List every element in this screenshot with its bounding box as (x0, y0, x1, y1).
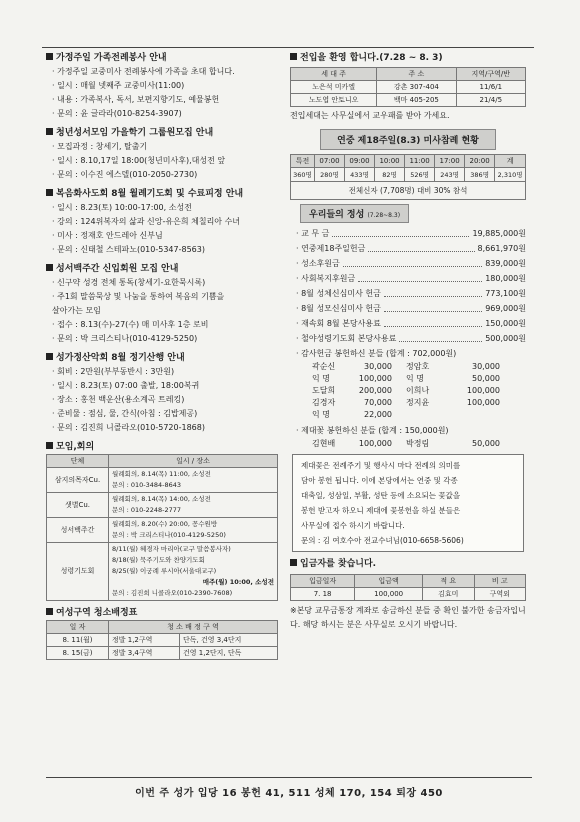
list-item: · 8월 성체신심미사 헌금 773,100원 (290, 286, 526, 301)
section-heading: 성가정산악회 8월 정기산행 안내 (46, 352, 278, 365)
flower-heading: · 제대꽃 봉헌하신 분들 (합계 : 150,000원) (296, 426, 449, 435)
offering-banner: 우리들의 정성 (7.28~8.3) (300, 204, 409, 223)
text-line: · 문의 : 김진희 니콜라오(010-5720-1868) (52, 423, 205, 432)
right-column (290, 52, 526, 638)
attendance-banner: 연중 제18주일(8.3) 미사참례 현황 (320, 129, 496, 150)
text-line: · 장소 : 홍천 백운산(용소계곡 트레킹) (52, 395, 185, 404)
table-header: 17:00 (435, 155, 465, 168)
list-item: · 성소후원금 839,000원 (290, 256, 526, 271)
section-heading: 여성구역 청소배정표 (46, 607, 278, 620)
section-heading: 입금자를 찾습니다. (290, 558, 526, 571)
table-header: 11:00 (405, 155, 435, 168)
table-row: 노도엽 안토니오 백마 405-205 21/4/5 (291, 94, 526, 107)
text-line: · 문의 : 이수진 에스델(010-2050-2730) (52, 170, 198, 179)
new-members-section (290, 52, 526, 123)
top-divider (42, 47, 534, 48)
cleaning-table (46, 620, 278, 660)
attendance-table (290, 154, 526, 200)
text-line: · 일시 : 8.10,17일 18:00(청년미사후),대성전 앞 (52, 156, 226, 165)
text-line: · 미사 : 정재호 안드레아 신부님 (52, 231, 163, 240)
family-liturgy-section (46, 52, 278, 121)
table-header: 지역/구역/반 (456, 68, 525, 81)
deposit-table (290, 574, 526, 601)
text-line: · 회비 : 2만원(부부동반시 : 3만원) (52, 367, 175, 376)
table-header: 07:00 (314, 155, 344, 168)
text-line: · 주1회 말씀묵상 및 나눔을 통하여 복음의 기쁨을 (52, 292, 225, 301)
table-header: 일시 / 장소 (109, 455, 278, 468)
table-row: 샛별Cu. 월례회의, 8.14(목) 14:00, 소성전 문의 : 010-2248-2777 (47, 493, 278, 518)
left-column (46, 52, 278, 666)
text-line: · 모집과정 : 창세기, 탈출기 (52, 142, 148, 151)
meetings-table (46, 454, 278, 601)
text-line: · 문의 : 박 크리스티나(010-4129-5250) (52, 334, 198, 343)
text-line: · 준비물 : 점심, 물, 간식(아침 : 김밥제공) (52, 409, 198, 418)
table-row: 성서백주간 월례회의, 8.20(수) 20:00, 꽁수원방 문의 : 박 크리스티나(010-4129-5250) (47, 518, 278, 543)
square-bullet-icon (46, 128, 53, 135)
table-header: 적 요 (423, 575, 474, 588)
thanks-heading: · 감사헌금 봉헌하신 분들 (합계 : 702,000원) (296, 349, 457, 358)
text-line: · 가정주일 교중미사 전례봉사에 가족을 초대 합니다. (52, 67, 235, 76)
table-header: 세 대 주 (291, 68, 377, 81)
table-row: 7. 18 100,000 김효미 구역외 (291, 588, 526, 601)
text-line: · 내용 : 가족복사, 독서, 보편지향기도, 예물봉헌 (52, 95, 220, 104)
table-header: 비 고 (474, 575, 526, 588)
new-members-table (290, 67, 526, 107)
section-heading: 가정주일 가족전례봉사 안내 (46, 52, 278, 65)
text-line: · 신구약 성경 전체 통독(창세기-요한묵시록) (52, 278, 206, 287)
list-item: · 재속회 8월 본당사용료 150,000원 (290, 316, 526, 331)
square-bullet-icon (46, 353, 53, 360)
table-row: 360명 280명 433명 82명 526명 243명 386명 2,310명 (291, 168, 526, 182)
youth-bible-section (46, 127, 278, 182)
text-line: 전입세대는 사무실에서 교우패를 받아 가세요. (290, 111, 450, 120)
square-bullet-icon (46, 189, 53, 196)
offering-list (290, 226, 526, 346)
table-row: 노은석 미카엘 강촌 307-404 11/6/1 (291, 81, 526, 94)
list-item: · 교 무 금 19,885,000원 (290, 226, 526, 241)
section-heading: 복음화사도회 8월 월례기도회 및 수료피정 안내 (46, 188, 278, 201)
bible-100-weeks-section (46, 263, 278, 346)
deposit-note: ※본당 교무금통장 계좌로 송금하신 분들 중 확인 불가한 송금자입니다. 해당 하시는 분은 사무실로 오시기 바랍니다. (290, 606, 526, 629)
hiking-club-section (46, 352, 278, 435)
square-bullet-icon (46, 442, 53, 449)
hymn-footer: 이번 주 성가 입당 16 봉헌 41, 511 성체 170, 154 퇴장 450 (46, 777, 532, 799)
table-row: 8. 11(월) 정발 1,2구역 단독, 건영 3,4단지 (47, 634, 278, 647)
square-bullet-icon (46, 53, 53, 60)
square-bullet-icon (46, 608, 53, 615)
thanks-donors: 곽순신 30,000 정암호 30,000 익 명 100,000 익 명 50,000 도달희 200,000 이희나 100,000 김경자 70,000 정지윤 100,000 익 명 22,000 (312, 362, 500, 419)
table-header: 입금일자 (291, 575, 355, 588)
table-header: 09:00 (344, 155, 374, 168)
flower-donors: 김현배 100,000 박정림 50,000 (312, 439, 500, 448)
table-row: 8. 15(금) 정발 3,4구역 건영 1,2단지, 단독 (47, 647, 278, 660)
text-line: · 일시 : 8.23(토) 07:00 출발, 18:00복귀 (52, 381, 200, 390)
table-header: 특전 (291, 155, 315, 168)
table-row: 전체신자 (7,708명) 대비 30% 참석 (291, 182, 526, 200)
table-header: 일 자 (47, 621, 109, 634)
evangelization-section (46, 188, 278, 257)
table-row: 삼지의목자Cu. 월례회의, 8.14(목) 11:00, 소성전 문의 : 010-3484-8643 (47, 468, 278, 493)
text-line: · 문의 : 신태철 스테파노(010-5347-8563) (52, 245, 205, 254)
section-heading: 모임,회의 (46, 441, 278, 454)
list-item: · 8월 성모신심미사 헌금 969,000원 (290, 301, 526, 316)
table-header: 입금액 (355, 575, 423, 588)
deposit-section (290, 558, 526, 632)
list-item: · 연중제18주일헌금 8,661,970원 (290, 241, 526, 256)
text-line: · 접수 : 8.13(수)-27(수) 매 미사후 1층 로비 (52, 320, 209, 329)
table-row: 성령기도회 8/11(월) 혜경자 마리아(교구 말씀봉사자) 8/18(월) 묵주기도와 찬양기도회 8/25(월) 이궁례 루시아(서울대교구) 매주(월) 10:00, 소성전 문의 : 김진희 니콜라오(010-2390-7608) (47, 543, 278, 601)
section-heading: 전입을 환영 합니다.(7.28 ~ 8. 3) (290, 52, 526, 65)
square-bullet-icon (290, 53, 297, 60)
cleaning-schedule-section (46, 607, 278, 660)
text-line: · 강의 : 124위복자의 삶과 신앙-유은희 체칠리아 수녀 (52, 217, 241, 226)
text-line: · 일시 : 8.23(토) 10:00-17:00, 소성전 (52, 203, 192, 212)
table-header: 주 소 (377, 68, 456, 81)
flower-notice-box: 제대꽃은 전례주기 및 행사시 마다 전례의 의미를 담아 봉헌 됩니다. 이에 본당에서는 연중 및 각종 대축일, 성삼일, 부활, 성탄 등에 소요되는 꽃값을 봉헌 받고자 하오니 제대에 꽃봉헌을 하실 분들은 사무실에 접수 하시기 바랍니다. 문의 : 김 여호수아 전교수녀님(010-6658-5606) (292, 454, 524, 552)
meetings-section (46, 441, 278, 601)
section-heading: 성서백주간 신입회원 모집 안내 (46, 263, 278, 276)
list-item: · 사회복지후원금 180,000원 (290, 271, 526, 286)
text-line: 살아가는 모임 (52, 306, 101, 315)
text-line: · 일시 : 매월 넷째주 교중미사(11:00) (52, 81, 185, 90)
table-header: 계 (495, 155, 526, 168)
square-bullet-icon (290, 559, 297, 566)
text-line: · 문의 : 윤 글라라(010-8254-3907) (52, 109, 182, 118)
square-bullet-icon (46, 264, 53, 271)
table-header: 10:00 (375, 155, 405, 168)
list-item: · 철야성령기도회 본당사용료 500,000원 (290, 331, 526, 346)
table-header: 청 소 배 정 구 역 (109, 621, 278, 634)
table-header: 단체 (47, 455, 109, 468)
section-heading: 청년성서모임 가을학기 그룹원모집 안내 (46, 127, 278, 140)
table-header: 20:00 (465, 155, 495, 168)
